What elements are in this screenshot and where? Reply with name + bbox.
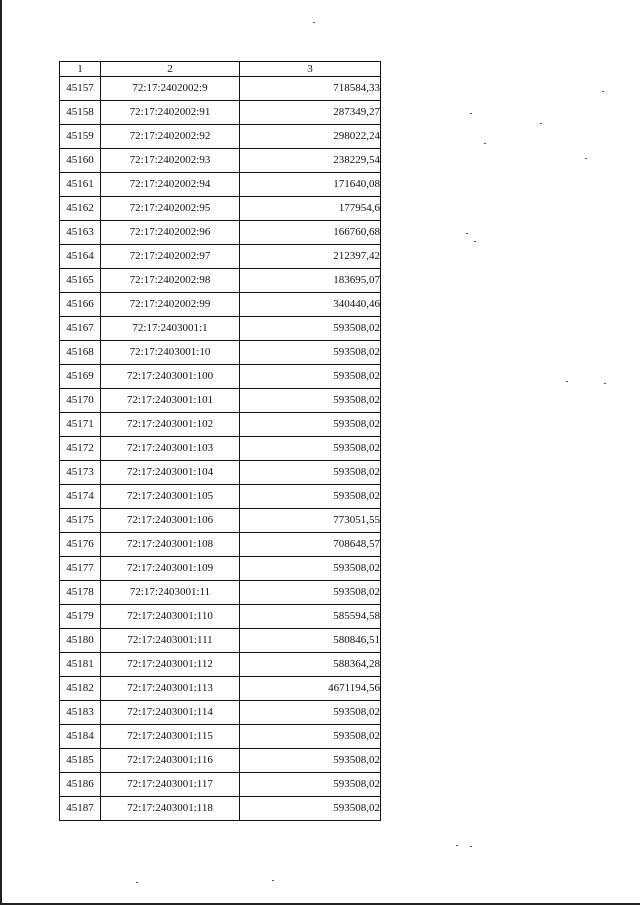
cadastral-number-cell: 72:17:2403001:10 [101, 341, 240, 365]
cadastral-number-cell: 72:17:2402002:92 [101, 125, 240, 149]
cadastral-value-cell: 166760,68 [240, 221, 381, 245]
scan-speck [272, 880, 274, 881]
cadastral-value-cell: 593508,02 [240, 773, 381, 797]
cadastral-value-cell: 171640,08 [240, 173, 381, 197]
cadastral-number-cell: 72:17:2402002:99 [101, 293, 240, 317]
cadastral-value-cell: 588364,28 [240, 653, 381, 677]
table-row [60, 437, 381, 461]
scan-speck [602, 91, 604, 92]
row-number-cell: 45166 [60, 293, 101, 317]
cadastral-value-cell: 593508,02 [240, 701, 381, 725]
cadastral-value-cell: 593508,02 [240, 365, 381, 389]
table-row [60, 293, 381, 317]
cadastral-number-cell: 72:17:2403001:113 [101, 677, 240, 701]
row-number-cell: 45165 [60, 269, 101, 293]
cadastral-number-cell: 72:17:2403001:104 [101, 461, 240, 485]
table-row [60, 389, 381, 413]
table-row [60, 197, 381, 221]
cadastral-number-cell: 72:17:2402002:96 [101, 221, 240, 245]
column-header-1: 1 [60, 62, 101, 77]
row-number-cell: 45181 [60, 653, 101, 677]
cadastral-value-cell: 593508,02 [240, 581, 381, 605]
cadastral-value-cell: 718584,33 [240, 77, 381, 101]
row-number-cell: 45176 [60, 533, 101, 557]
table-row [60, 413, 381, 437]
table-row [60, 461, 381, 485]
cadastral-number-cell: 72:17:2403001:114 [101, 701, 240, 725]
table-row [60, 149, 381, 173]
scan-speck [470, 846, 472, 847]
row-number-cell: 45171 [60, 413, 101, 437]
table-row [60, 125, 381, 149]
scan-speck [136, 882, 138, 883]
cadastral-number-cell: 72:17:2403001:118 [101, 797, 240, 821]
row-number-cell: 45187 [60, 797, 101, 821]
cadastral-number-cell: 72:17:2403001:117 [101, 773, 240, 797]
cadastral-value-cell: 593508,02 [240, 749, 381, 773]
row-number-cell: 45183 [60, 701, 101, 725]
scan-speck [566, 381, 568, 382]
cadastral-number-cell: 72:17:2403001:109 [101, 557, 240, 581]
table-row [60, 317, 381, 341]
cadastral-value-cell: 298022,24 [240, 125, 381, 149]
table-row [60, 485, 381, 509]
cadastral-number-cell: 72:17:2403001:100 [101, 365, 240, 389]
cadastral-number-cell: 72:17:2403001:105 [101, 485, 240, 509]
scan-speck [585, 158, 587, 159]
cadastral-value-cell: 287349,27 [240, 101, 381, 125]
cadastral-value-cell: 4671194,56 [240, 677, 381, 701]
table-row [60, 605, 381, 629]
cadastral-value-cell: 593508,02 [240, 557, 381, 581]
scan-speck [474, 241, 476, 242]
table-row [60, 581, 381, 605]
table-row [60, 797, 381, 821]
row-number-cell: 45159 [60, 125, 101, 149]
row-number-cell: 45162 [60, 197, 101, 221]
cadastral-value-cell: 212397,42 [240, 245, 381, 269]
cadastral-number-cell: 72:17:2402002:93 [101, 149, 240, 173]
cadastral-value-cell: 593508,02 [240, 389, 381, 413]
cadastral-value-cell: 340440,46 [240, 293, 381, 317]
row-number-cell: 45160 [60, 149, 101, 173]
table-row [60, 701, 381, 725]
row-number-cell: 45174 [60, 485, 101, 509]
cadastral-value-table [59, 61, 381, 821]
table-row [60, 101, 381, 125]
column-header-3: 3 [240, 62, 381, 77]
row-number-cell: 45157 [60, 77, 101, 101]
cadastral-number-cell: 72:17:2403001:110 [101, 605, 240, 629]
cadastral-value-cell: 708648,57 [240, 533, 381, 557]
row-number-cell: 45172 [60, 437, 101, 461]
cadastral-value-cell: 593508,02 [240, 461, 381, 485]
scan-speck [540, 123, 542, 124]
row-number-cell: 45179 [60, 605, 101, 629]
cadastral-number-cell: 72:17:2403001:1 [101, 317, 240, 341]
table-row [60, 629, 381, 653]
table-row [60, 677, 381, 701]
table-body [60, 77, 381, 821]
cadastral-value-cell: 593508,02 [240, 341, 381, 365]
cadastral-number-cell: 72:17:2403001:111 [101, 629, 240, 653]
table-row [60, 509, 381, 533]
table-row [60, 557, 381, 581]
cadastral-value-cell: 585594,58 [240, 605, 381, 629]
cadastral-number-cell: 72:17:2403001:11 [101, 581, 240, 605]
cadastral-number-cell: 72:17:2403001:103 [101, 437, 240, 461]
cadastral-number-cell: 72:17:2403001:101 [101, 389, 240, 413]
column-number-header-row [60, 62, 381, 77]
cadastral-number-cell: 72:17:2402002:94 [101, 173, 240, 197]
row-number-cell: 45175 [60, 509, 101, 533]
row-number-cell: 45177 [60, 557, 101, 581]
cadastral-number-cell: 72:17:2403001:102 [101, 413, 240, 437]
table-row [60, 269, 381, 293]
scan-speck [604, 383, 606, 384]
scan-speck [484, 143, 486, 144]
table-row [60, 653, 381, 677]
column-header-2: 2 [101, 62, 240, 77]
row-number-cell: 45170 [60, 389, 101, 413]
row-number-cell: 45158 [60, 101, 101, 125]
cadastral-number-cell: 72:17:2402002:97 [101, 245, 240, 269]
cadastral-value-cell: 177954,6 [240, 197, 381, 221]
cadastral-value-cell: 593508,02 [240, 317, 381, 341]
table-row [60, 749, 381, 773]
cadastral-number-cell: 72:17:2403001:112 [101, 653, 240, 677]
table-row [60, 245, 381, 269]
cadastral-value-cell: 593508,02 [240, 437, 381, 461]
table-row [60, 773, 381, 797]
row-number-cell: 45186 [60, 773, 101, 797]
row-number-cell: 45168 [60, 341, 101, 365]
cadastral-number-cell: 72:17:2403001:106 [101, 509, 240, 533]
row-number-cell: 45178 [60, 581, 101, 605]
cadastral-value-cell: 238229,54 [240, 149, 381, 173]
row-number-cell: 45161 [60, 173, 101, 197]
scan-edge-left [0, 0, 2, 905]
row-number-cell: 45169 [60, 365, 101, 389]
cadastral-value-cell: 593508,02 [240, 413, 381, 437]
cadastral-number-cell: 72:17:2403001:108 [101, 533, 240, 557]
scan-speck [313, 22, 315, 23]
row-number-cell: 45163 [60, 221, 101, 245]
row-number-cell: 45184 [60, 725, 101, 749]
table-row [60, 533, 381, 557]
cadastral-value-cell: 593508,02 [240, 725, 381, 749]
row-number-cell: 45185 [60, 749, 101, 773]
row-number-cell: 45180 [60, 629, 101, 653]
table-row [60, 173, 381, 197]
cadastral-value-cell: 183695,07 [240, 269, 381, 293]
cadastral-number-cell: 72:17:2402002:95 [101, 197, 240, 221]
table-row [60, 725, 381, 749]
table-row [60, 341, 381, 365]
cadastral-number-cell: 72:17:2402002:9 [101, 77, 240, 101]
table-row [60, 365, 381, 389]
scan-speck [456, 845, 458, 846]
row-number-cell: 45173 [60, 461, 101, 485]
cadastral-number-cell: 72:17:2403001:116 [101, 749, 240, 773]
row-number-cell: 45164 [60, 245, 101, 269]
cadastral-value-cell: 580846,51 [240, 629, 381, 653]
table-row [60, 77, 381, 101]
scan-speck [466, 233, 468, 234]
cadastral-value-cell: 593508,02 [240, 485, 381, 509]
cadastral-number-cell: 72:17:2403001:115 [101, 725, 240, 749]
cadastral-number-cell: 72:17:2402002:91 [101, 101, 240, 125]
row-number-cell: 45182 [60, 677, 101, 701]
scan-speck [470, 113, 472, 114]
cadastral-number-cell: 72:17:2402002:98 [101, 269, 240, 293]
row-number-cell: 45167 [60, 317, 101, 341]
table-row [60, 221, 381, 245]
cadastral-value-cell: 593508,02 [240, 797, 381, 821]
cadastral-value-cell: 773051,55 [240, 509, 381, 533]
